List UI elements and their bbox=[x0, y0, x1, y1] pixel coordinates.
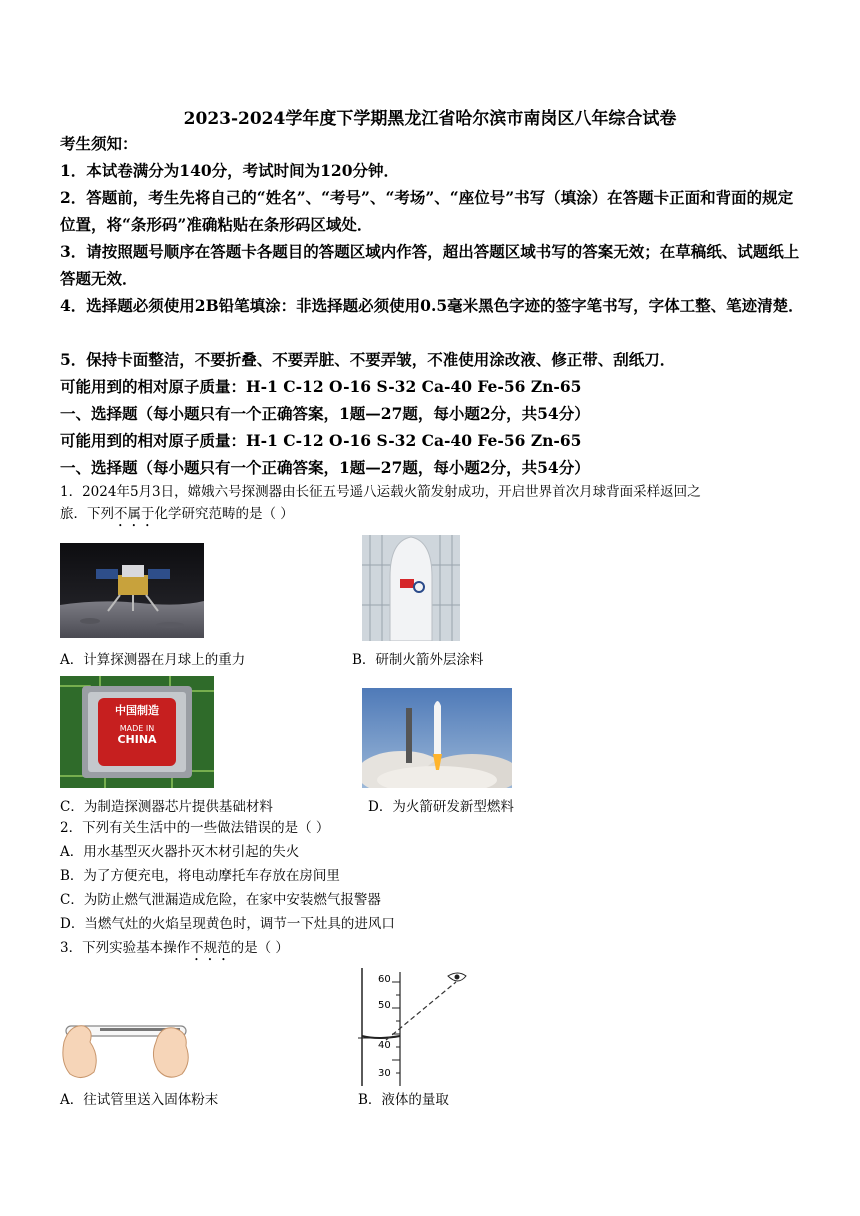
q3-emphasis: 不规范 bbox=[190, 940, 231, 956]
graduated-cylinder-image bbox=[358, 968, 470, 1086]
q2-option-b: B．为了方便充电，将电动摩托车存放在房间里 bbox=[60, 868, 340, 884]
notice-4: 4．选择题必须使用2B铅笔填涂：非选择题必须使用0.5毫米黑色字迹的签字笔书写，字体工整、笔迹清楚． bbox=[60, 296, 804, 315]
section-heading: 一、选择题（每小题只有一个正确答案，1题—27题，每小题2分，共54分） bbox=[60, 404, 590, 423]
lunar-lander-image bbox=[60, 543, 204, 638]
q1-option-a: A．计算探测器在月球上的重力 bbox=[60, 652, 246, 668]
q1-stem-line1: 1．2024年5月3日，嫦娥六号探测器由长征五号遥八运载火箭发射成功，开启世界首次月球背面采样返回之 bbox=[60, 484, 701, 500]
notice-header: 考生须知： bbox=[60, 134, 138, 153]
q1-option-d: D．为火箭研发新型燃料 bbox=[368, 799, 514, 815]
scale-label-60: 60 bbox=[378, 974, 391, 985]
q2-option-d: D．当燃气灶的火焰呈现黄色时，调节一下灶具的进风口 bbox=[60, 916, 395, 932]
made-in-china-chip-image bbox=[60, 676, 214, 788]
notice-5: 5．保持卡面整洁，不要折叠、不要弄脏、不要弄皱，不准使用涂改液、修正带、刮纸刀． bbox=[60, 350, 676, 369]
q3-option-b: B．液体的量取 bbox=[358, 1092, 449, 1108]
section-heading-repeat: 一、选择题（每小题只有一个正确答案，1题—27题，每小题2分，共54分） bbox=[60, 458, 590, 477]
notice-1: 1．本试卷满分为140分，考试时间为120分钟． bbox=[60, 161, 399, 180]
q3-option-a: A．往试管里送入固体粉末 bbox=[60, 1092, 219, 1108]
rocket-fairing-image bbox=[362, 535, 460, 641]
q3-stem: 3．下列实验基本操作不规范的是（ ） bbox=[60, 940, 289, 956]
chip-text-made-in: MADE IN bbox=[119, 724, 155, 733]
q1-option-b: B．研制火箭外层涂料 bbox=[352, 652, 484, 668]
atomic-mass-line: 可能用到的相对原子质量：H-1 C-12 O-16 S-32 Ca-40 Fe-56 Zn-65 bbox=[60, 377, 582, 396]
atomic-mass-line-repeat: 可能用到的相对原子质量：H-1 C-12 O-16 S-32 Ca-40 Fe-56 Zn-65 bbox=[60, 431, 582, 450]
page-title: 2023-2024学年度下学期黑龙江省哈尔滨市南岗区八年综合试卷 bbox=[183, 109, 677, 129]
scale-label-40: 40 bbox=[378, 1040, 391, 1051]
scale-label-50: 50 bbox=[378, 1000, 391, 1011]
chip-text-china: CHINA bbox=[117, 733, 157, 746]
q1-emphasis: 不属于 bbox=[114, 506, 155, 522]
q1-stem-line2: 旅．下列不属于化学研究范畴的是（ ） bbox=[60, 506, 294, 522]
q2-option-a: A．用水基型灭火器扑灭木材引起的失火 bbox=[60, 844, 300, 860]
rocket-launch-image bbox=[362, 688, 512, 788]
q2-option-c: C．为防止燃气泄漏造成危险，在家中安装燃气报警器 bbox=[60, 892, 381, 908]
q1-option-c: C．为制造探测器芯片提供基础材料 bbox=[60, 799, 273, 815]
notice-3: 3．请按照题号顺序在答题卡各题目的答题区域内作答，超出答题区域书写的答案无效；在草稿纸、试题纸上答题无效． bbox=[60, 242, 800, 288]
test-tube-powder-image bbox=[60, 1012, 195, 1084]
notice-2: 2．答题前，考生先将自己的“姓名”、“考号”、“考场”、“座位号”书写（填涂）在答题卡正面和背面的规定位置，将“条形码”准确粘贴在条形码区域处． bbox=[60, 188, 794, 234]
scale-label-30: 30 bbox=[378, 1068, 391, 1079]
chip-text-zh: 中国制造 bbox=[115, 704, 159, 717]
q2-stem: 2．下列有关生活中的一些做法错误的是（ ） bbox=[60, 820, 330, 836]
